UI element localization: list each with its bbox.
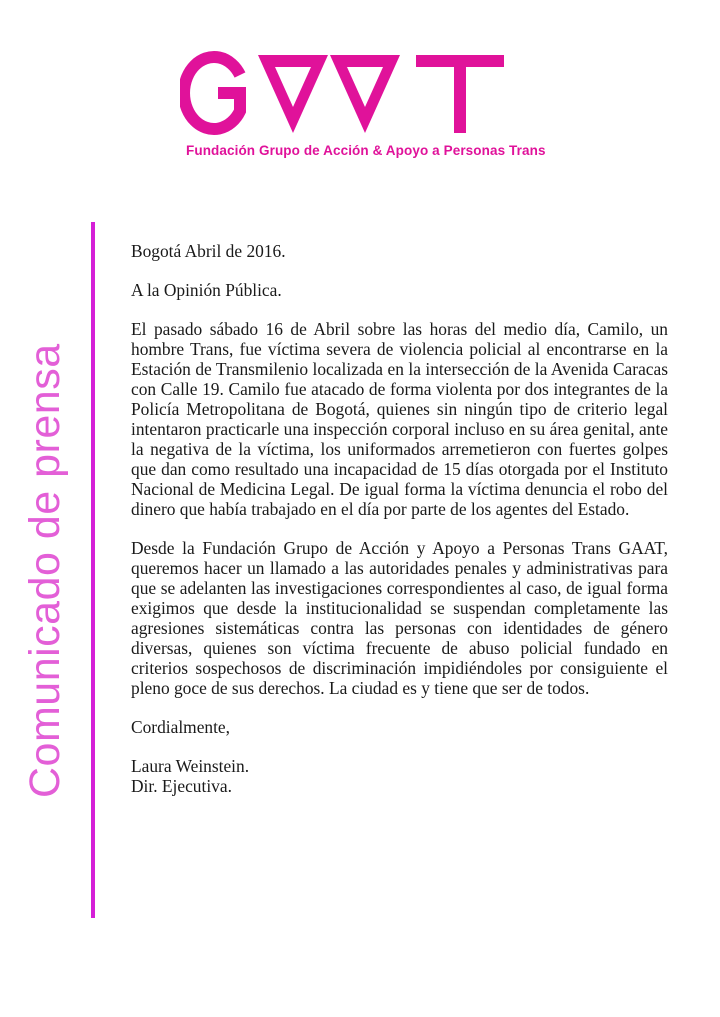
letter-body: [131, 241, 668, 796]
closing: Cordialmente,: [131, 717, 231, 737]
dateline: Bogotá Abril de 2016.: [131, 241, 286, 261]
logo-letter-t: [416, 55, 504, 133]
press-release-label: Comunicado de prensa: [21, 343, 69, 798]
paragraph-demand: Desde la Fundación Grupo de Acción y Apoyo a Personas Trans GAAT, queremos hacer un llamado a las autoridades penales y administrativas para que se adelanten las investigaciones correspondientes al caso, de igual forma exigimos que desde la institucionalidad se suspendan completamente las agresiones sistemáticas contra las personas con identidades de género diversas, quienes son víctima frecuente de abuso policial fundado en criterios sospechosos de discriminación impidiéndoles por consiguiente el pleno goce de sus derechos. La ciudad es y tiene que ser de todos.: [131, 538, 668, 698]
paragraph-incident: El pasado sábado 16 de Abril sobre las horas del medio día, Camilo, un hombre Trans, fue víctima severa de violencia policial al encontrarse en la Estación de Transmilenio localizada en la intersección de la Avenida Caracas con Calle 19. Camilo fue atacado de forma violenta por dos integrantes de la Policía Metropolitana de Bogotá, quienes sin ningún tipo de criterio legal intentaron practicarle una inspección corporal incluso en su área genital, ante la negativa de la víctima, los uniformados arremetieron con fuertes golpes que dan como resultado una incapacidad de 15 días otorgada por el Instituto Nacional de Medicina Legal. De igual forma la víctima denuncia el robo del dinero que había trabajado en el día por parte de los agentes del Estado.: [131, 319, 668, 519]
signatory-title: Dir. Ejecutiva.: [131, 776, 232, 796]
salutation: A la Opinión Pública.: [131, 280, 282, 300]
vertical-divider: [91, 222, 95, 918]
signatory-name: Laura Weinstein.: [131, 756, 250, 776]
letterhead: [0, 0, 720, 180]
foundation-tagline: Fundación Grupo de Acción & Apoyo a Personas Trans: [186, 143, 546, 158]
gaat-logo: [180, 45, 510, 137]
logo-letter-g: [184, 57, 240, 129]
logo-letter-a-2: [330, 55, 400, 133]
logo-letter-a-1: [258, 55, 328, 133]
